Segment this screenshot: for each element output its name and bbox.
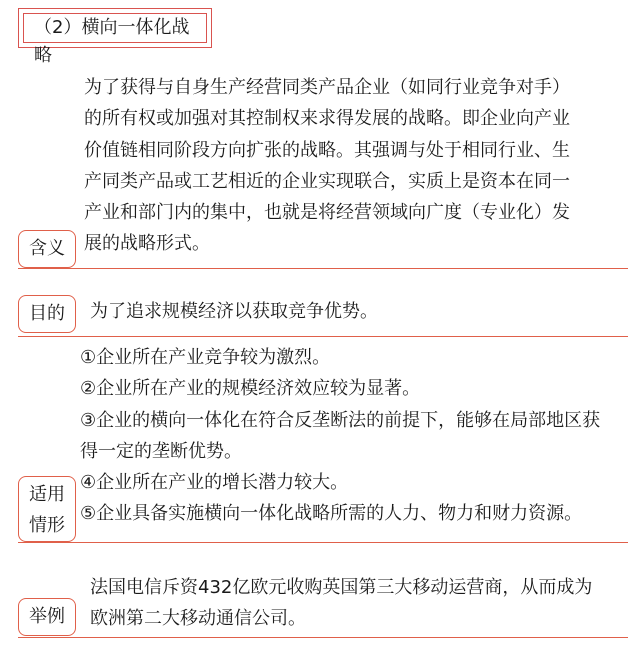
example-divider bbox=[18, 637, 628, 638]
purpose-line: 为了追求规模经济以获取竞争优势。 bbox=[90, 301, 378, 322]
definition-tag: 含义 bbox=[18, 230, 76, 268]
condition-line: ②企业所在产业的规模经济效应较为显著。 bbox=[80, 378, 421, 400]
definition-line: 价值链相同阶段方向扩张的战略。其强调与处于相同行业、生 bbox=[84, 139, 570, 161]
example-text bbox=[90, 572, 592, 635]
definition-line: 产同类产品或工艺相近的企业实现联合，实质上是资本在同一 bbox=[84, 170, 570, 192]
conditions-tag-line: 情形 bbox=[29, 515, 65, 536]
condition-line: ③企业的横向一体化在符合反垄断法的前提下，能够在局部地区获 bbox=[80, 409, 601, 431]
example-line: 欧洲第二大移动通信公司。 bbox=[90, 608, 306, 630]
conditions-divider bbox=[18, 542, 628, 543]
conditions-tag-line: 适用 bbox=[29, 484, 65, 505]
definition-text bbox=[84, 72, 570, 260]
purpose-text bbox=[90, 296, 378, 327]
definition-divider bbox=[18, 268, 628, 269]
condition-line: ⑤企业具备实施横向一体化战略所需的人力、物力和财力资源。 bbox=[80, 503, 583, 525]
section-heading: （2）横向一体化战略 bbox=[23, 13, 207, 43]
definition-line: 产业和部门内的集中，也就是将经营领域向广度（专业化）发 bbox=[84, 202, 570, 224]
condition-line: 得一定的垄断优势。 bbox=[80, 440, 242, 462]
definition-line: 的所有权或加强对其控制权来求得发展的战略。即企业向产业 bbox=[84, 108, 570, 130]
example-tag: 举例 bbox=[18, 598, 76, 636]
condition-line: ①企业所在产业竞争较为激烈。 bbox=[80, 347, 331, 368]
condition-line: ④企业所在产业的增长潜力较大。 bbox=[80, 472, 349, 494]
section-heading-frame bbox=[18, 8, 212, 66]
definition-line: 展的战略形式。 bbox=[84, 233, 210, 255]
purpose-tag: 目的 bbox=[18, 295, 76, 333]
definition-line: 为了获得与自身生产经营同类产品企业（如同行业竞争对手） bbox=[84, 77, 570, 98]
conditions-text bbox=[80, 342, 600, 530]
conditions-tag bbox=[18, 476, 76, 542]
purpose-divider bbox=[18, 336, 628, 337]
example-line: 法国电信斥资432亿欧元收购英国第三大移动运营商，从而成为 bbox=[90, 577, 593, 598]
